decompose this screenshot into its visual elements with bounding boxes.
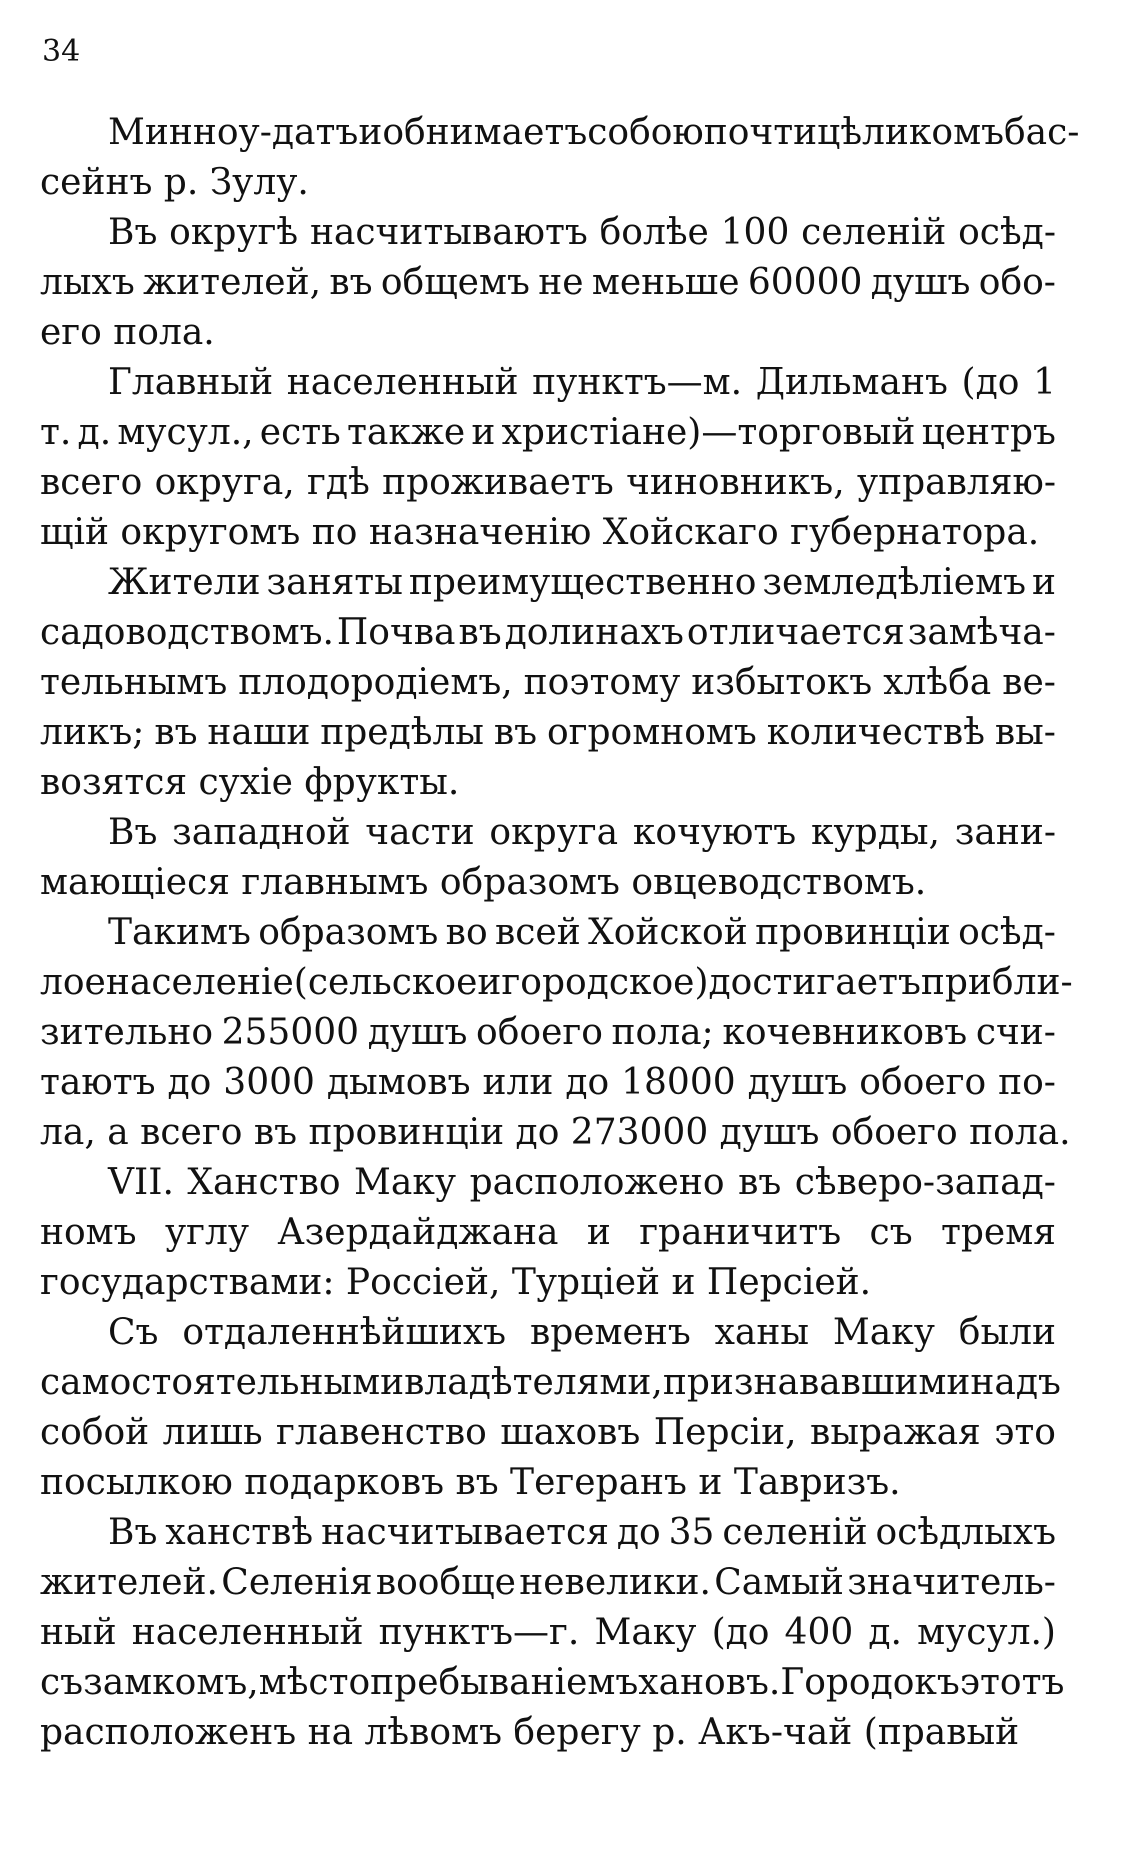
text-line: Минноу-датъ и обнимаетъ собою почти цѣликомъ бас- <box>108 112 1080 153</box>
text-line: т. д. мусул., есть также и христіане)—торговый центръ <box>40 412 1056 453</box>
paragraph <box>40 1308 1061 1508</box>
text-line: ликъ; въ наши предѣлы въ огромномъ количествѣ вы- <box>40 712 1056 753</box>
text-line: Въ западной части округа кочуютъ курды, зани- <box>108 812 1056 853</box>
paragraph <box>40 1508 1065 1758</box>
text-line: Жители заняты преимущественно земледѣліемъ и <box>108 562 1056 603</box>
text-line: садоводствомъ. Почва въ долинахъ отличается замѣча- <box>40 612 1056 653</box>
text-line: сейнъ р. Зулу. <box>40 162 309 203</box>
text-line: расположенъ на лѣвомъ берегу р. Акъ-чай (правый <box>40 1712 1020 1753</box>
text-line: жителей. Селенія вообще невелики. Самый значитель- <box>40 1562 1056 1603</box>
text-line: таютъ до 3000 дымовъ или до 18000 душъ обоего по- <box>40 1062 1056 1103</box>
paragraph <box>40 208 1056 358</box>
text-line: зительно 255000 душъ обоего пола; кочевниковъ счи- <box>40 1012 1056 1053</box>
text-line: ный населенный пунктъ—г. Маку (до 400 д. мусул.) <box>40 1612 1056 1653</box>
text-line: лое населеніе (сельское и городское) достигаетъ прибли- <box>40 962 1073 1003</box>
text-line: VII. Ханство Маку расположено въ сѣверо-запад- <box>108 1162 1056 1203</box>
text-line: собой лишь главенство шаховъ Персіи, выражая это <box>40 1412 1056 1453</box>
paragraph <box>40 358 1056 558</box>
text-line: лыхъ жителей, въ общемъ не меньше 60000 душъ обо- <box>40 262 1056 303</box>
text-line: тельнымъ плодородіемъ, поэтому избытокъ хлѣба ве- <box>40 662 1056 703</box>
text-line: Съ отдаленнѣйшихъ временъ ханы Маку были <box>108 1312 1056 1353</box>
text-line: номъ углу Азердайджана и граничитъ съ тремя <box>40 1212 1056 1253</box>
text-line: щій округомъ по назначенію Хойскаго губернатора. <box>40 512 1040 553</box>
text-line: съ замкомъ, мѣстопребываніемъ хановъ. Городокъ этотъ <box>40 1662 1065 1703</box>
paragraph <box>40 908 1073 1158</box>
text-line: Главный населенный пунктъ—м. Дильманъ (до 1 <box>108 362 1056 403</box>
text-line: посылкою подарковъ въ Тегеранъ и Тавризъ. <box>40 1462 901 1503</box>
text-line: возятся сухіе фрукты. <box>40 762 460 803</box>
text-line: всего округа, гдѣ проживаетъ чиновникъ, управляю- <box>40 462 1056 503</box>
text-line: Въ округѣ насчитываютъ болѣе 100 селеній осѣд- <box>108 212 1056 253</box>
text-column <box>40 108 1080 1758</box>
text-line: Такимъ образомъ во всей Хойской провинціи осѣд- <box>108 912 1056 953</box>
text-line: мающіеся главнымъ образомъ овцеводствомъ. <box>40 862 927 903</box>
text-line: самостоятельными владѣтелями, признававшими надъ <box>40 1362 1061 1403</box>
text-line: государствами: Россіей, Турціей и Персіей. <box>40 1262 872 1303</box>
text-line: Въ ханствѣ насчитывается до 35 селеній осѣдлыхъ <box>108 1512 1056 1553</box>
text-line: ла, а всего въ провинціи до 273000 душъ обоего пола. <box>40 1112 1071 1153</box>
paragraph <box>40 808 1056 908</box>
text-line: его пола. <box>40 312 215 353</box>
paragraph <box>40 558 1056 808</box>
page-number: 34 <box>42 34 81 69</box>
paragraph <box>40 1158 1056 1308</box>
paragraph <box>40 108 1080 208</box>
